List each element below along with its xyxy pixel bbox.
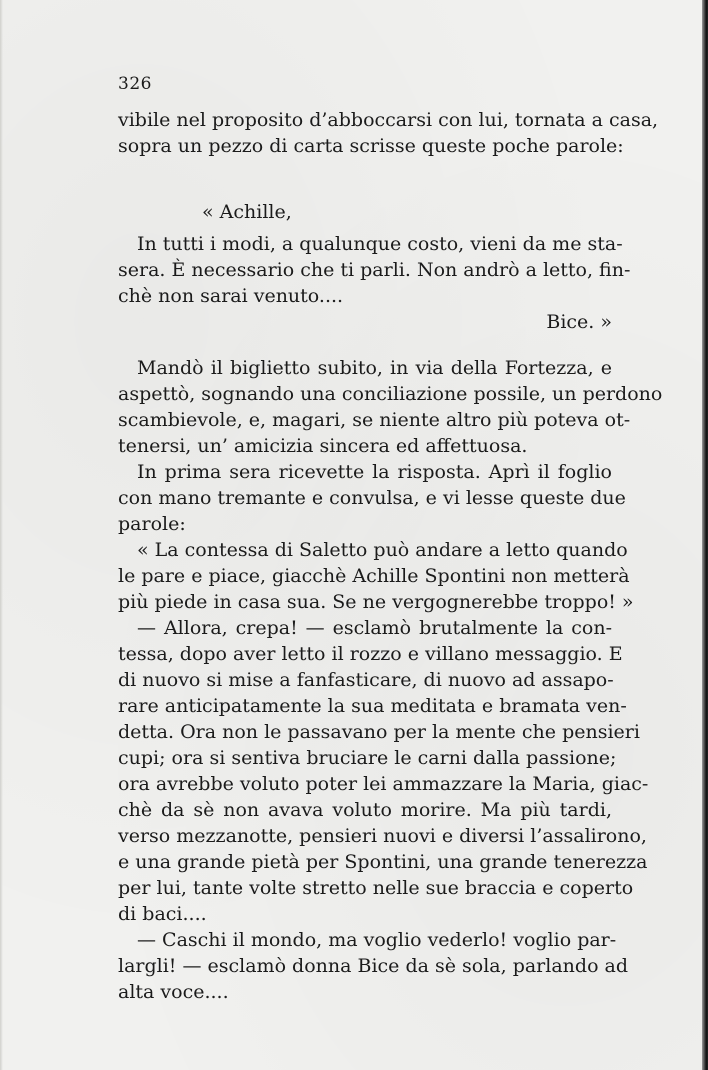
text-line: scambievole, e, magari, se niente altro più poteva ot-	[118, 409, 631, 431]
text-line: tessa, dopo aver letto il rozzo e villano messaggio. E	[118, 643, 623, 665]
text-line: Mandò il biglietto subito, in via della Fortezza, e	[137, 357, 612, 379]
text-line: vibile nel proposito d’abboccarsi con lui, tornata a casa,	[118, 109, 659, 131]
text-line: aspettò, sognando una conciliazione possile, un perdono	[118, 383, 663, 405]
text-line: e una grande pietà per Spontini, una grande tenerezza	[118, 851, 648, 873]
text-line: di baci....	[118, 903, 207, 925]
page-number: 326	[118, 74, 152, 94]
text-line: le pare e piace, giacchè Achille Spontini non metterà	[118, 565, 630, 587]
text-line: di nuovo si mise a fanfasticare, di nuovo ad assapo-	[118, 669, 614, 691]
page-binding-edge	[702, 0, 708, 1070]
letter-salutation: « Achille,	[202, 201, 292, 223]
text-line: In tutti i modi, a qualunque costo, vieni da me sta-	[137, 233, 623, 255]
text-line: sopra un pezzo di carta scrisse queste poche parole:	[118, 135, 624, 157]
page-left-edge	[0, 0, 3, 1070]
text-line: per lui, tante volte stretto nelle sue braccia e coperto	[118, 877, 634, 899]
text-line: parole:	[118, 513, 186, 535]
text-line: ora avrebbe voluto poter lei ammazzare la Maria, giac-	[118, 773, 649, 795]
text-line: chè da sè non avava voluto morire. Ma più tardi,	[118, 799, 612, 821]
text-line: cupi; ora si sentiva bruciare le carni dalla passione;	[118, 747, 617, 769]
text-line: largli! — esclamò donna Bice da sè sola, parlando ad	[118, 955, 629, 977]
text-line: alta voce....	[118, 981, 229, 1003]
text-line: rare anticipatamente la sua meditata e bramata ven-	[118, 695, 627, 717]
text-line: chè non sarai venuto....	[118, 285, 344, 307]
text-line: con mano tremante e convulsa, e vi lesse queste due	[118, 487, 626, 509]
text-line: In prima sera ricevette la risposta. Aprì il foglio	[137, 461, 612, 483]
text-line: più piede in casa sua. Se ne vergognerebbe troppo! »	[118, 591, 634, 613]
text-line: « La contessa di Saletto può andare a letto quando	[137, 539, 628, 561]
text-line: sera. È necessario che ti parli. Non andrò a letto, fin-	[118, 259, 631, 281]
letter-signature: Bice. »	[546, 311, 612, 333]
text-line: detta. Ora non le passavano per la mente che pensieri	[118, 721, 640, 743]
text-line: tenersi, un’ amicizia sincera ed affettuosa.	[118, 435, 528, 457]
text-line: verso mezzanotte, pensieri nuovi e diversi l’assalirono,	[118, 825, 647, 847]
text-line: — Caschi il mondo, ma voglio vederlo! voglio par-	[137, 929, 617, 951]
text-line: — Allora, crepa! — esclamò brutalmente la con-	[137, 617, 612, 639]
